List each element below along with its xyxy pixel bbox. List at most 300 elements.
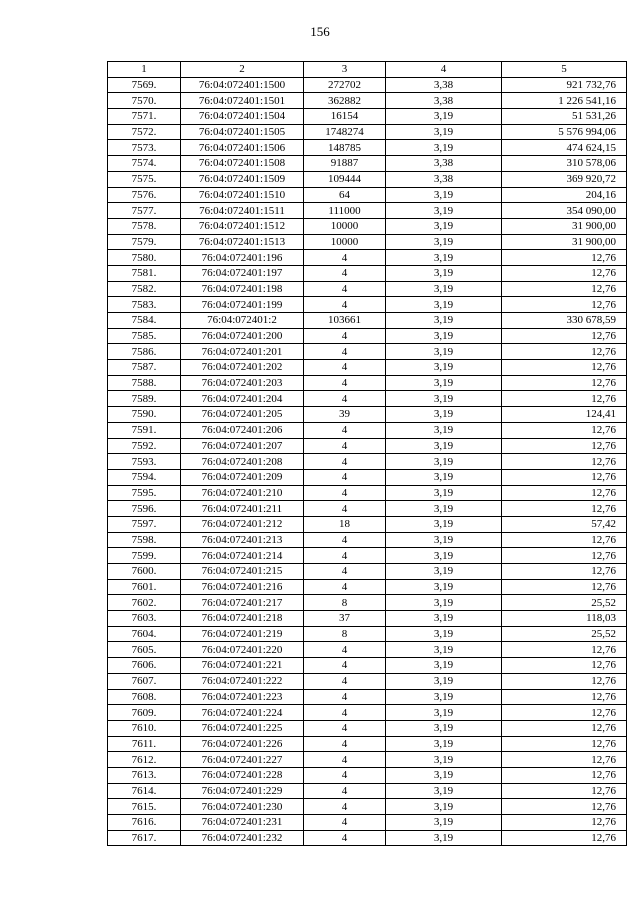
amount-cell: 12,76 (502, 360, 627, 376)
rate-cell: 3,19 (386, 815, 502, 831)
area-cell: 4 (304, 799, 386, 815)
cadastral-number-cell: 76:04:072401:216 (181, 579, 304, 595)
column-header: 2 (181, 62, 304, 78)
cadastral-number-cell: 76:04:072401:230 (181, 799, 304, 815)
rate-cell: 3,19 (386, 140, 502, 156)
rate-cell: 3,19 (386, 830, 502, 846)
rate-cell: 3,19 (386, 250, 502, 266)
amount-cell: 310 578,06 (502, 156, 627, 172)
cadastral-number-cell: 76:04:072401:196 (181, 250, 304, 266)
table-row (108, 454, 627, 470)
rate-cell: 3,19 (386, 391, 502, 407)
area-cell: 18 (304, 516, 386, 532)
amount-cell: 12,76 (502, 548, 627, 564)
row-number-cell: 7608. (108, 689, 181, 705)
row-number-cell: 7610. (108, 720, 181, 736)
cadastral-number-cell: 76:04:072401:223 (181, 689, 304, 705)
table-row (108, 532, 627, 548)
area-cell: 4 (304, 564, 386, 580)
row-number-cell: 7611. (108, 736, 181, 752)
table-row (108, 516, 627, 532)
area-cell: 111000 (304, 203, 386, 219)
amount-cell: 12,76 (502, 532, 627, 548)
area-cell: 64 (304, 187, 386, 203)
amount-cell: 31 900,00 (502, 218, 627, 234)
cadastral-number-cell: 76:04:072401:207 (181, 438, 304, 454)
table-row (108, 485, 627, 501)
amount-cell: 12,76 (502, 250, 627, 266)
cadastral-number-cell: 76:04:072401:226 (181, 736, 304, 752)
amount-cell: 12,76 (502, 297, 627, 313)
row-number-cell: 7588. (108, 375, 181, 391)
area-cell: 103661 (304, 313, 386, 329)
row-number-cell: 7614. (108, 783, 181, 799)
area-cell: 4 (304, 265, 386, 281)
cadastral-number-cell: 76:04:072401:1501 (181, 93, 304, 109)
table-row (108, 720, 627, 736)
area-cell: 4 (304, 328, 386, 344)
amount-cell: 921 732,76 (502, 77, 627, 93)
area-cell: 4 (304, 501, 386, 517)
row-number-cell: 7602. (108, 595, 181, 611)
row-number-cell: 7616. (108, 815, 181, 831)
rate-cell: 3,19 (386, 297, 502, 313)
area-cell: 16154 (304, 109, 386, 125)
page-number: 156 (310, 24, 330, 39)
rate-cell: 3,19 (386, 265, 502, 281)
rate-cell: 3,19 (386, 532, 502, 548)
table-header (108, 62, 627, 78)
area-cell: 39 (304, 407, 386, 423)
amount-cell: 51 531,26 (502, 109, 627, 125)
row-number-cell: 7606. (108, 658, 181, 674)
area-cell: 4 (304, 736, 386, 752)
rate-cell: 3,19 (386, 234, 502, 250)
rate-cell: 3,19 (386, 485, 502, 501)
rate-cell: 3,19 (386, 752, 502, 768)
row-number-cell: 7603. (108, 611, 181, 627)
area-cell: 4 (304, 658, 386, 674)
cadastral-number-cell: 76:04:072401:209 (181, 469, 304, 485)
cadastral-number-cell: 76:04:072401:211 (181, 501, 304, 517)
cadastral-number-cell: 76:04:072401:1509 (181, 171, 304, 187)
cadastral-number-cell: 76:04:072401:200 (181, 328, 304, 344)
table-row (108, 407, 627, 423)
table-row (108, 626, 627, 642)
area-cell: 4 (304, 297, 386, 313)
table-row (108, 375, 627, 391)
table-row (108, 469, 627, 485)
area-cell: 4 (304, 344, 386, 360)
amount-cell: 12,76 (502, 673, 627, 689)
cadastral-number-cell: 76:04:072401:197 (181, 265, 304, 281)
amount-cell: 12,76 (502, 752, 627, 768)
area-cell: 4 (304, 720, 386, 736)
cadastral-number-cell: 76:04:072401:208 (181, 454, 304, 470)
cadastral-number-cell: 76:04:072401:222 (181, 673, 304, 689)
area-cell: 4 (304, 548, 386, 564)
area-cell: 4 (304, 767, 386, 783)
row-number-cell: 7592. (108, 438, 181, 454)
table-row (108, 736, 627, 752)
amount-cell: 12,76 (502, 799, 627, 815)
rate-cell: 3,19 (386, 124, 502, 140)
area-cell: 272702 (304, 77, 386, 93)
amount-cell: 12,76 (502, 422, 627, 438)
table-row (108, 767, 627, 783)
cadastral-number-cell: 76:04:072401:206 (181, 422, 304, 438)
table-row (108, 689, 627, 705)
table-row (108, 234, 627, 250)
rate-cell: 3,19 (386, 564, 502, 580)
rate-cell: 3,19 (386, 469, 502, 485)
rate-cell: 3,19 (386, 422, 502, 438)
amount-cell: 12,76 (502, 720, 627, 736)
row-number-cell: 7607. (108, 673, 181, 689)
row-number-cell: 7576. (108, 187, 181, 203)
cadastral-number-cell: 76:04:072401:205 (181, 407, 304, 423)
cadastral-number-cell: 76:04:072401:1506 (181, 140, 304, 156)
table-row (108, 250, 627, 266)
row-number-cell: 7596. (108, 501, 181, 517)
rate-cell: 3,19 (386, 281, 502, 297)
rate-cell: 3,19 (386, 313, 502, 329)
cadastral-number-cell: 76:04:072401:212 (181, 516, 304, 532)
row-number-cell: 7579. (108, 234, 181, 250)
row-number-cell: 7577. (108, 203, 181, 219)
rate-cell: 3,19 (386, 109, 502, 125)
table-row (108, 564, 627, 580)
header-row (108, 62, 627, 78)
column-header: 3 (304, 62, 386, 78)
cadastral-number-cell: 76:04:072401:221 (181, 658, 304, 674)
table-row (108, 297, 627, 313)
cadastral-number-cell: 76:04:072401:210 (181, 485, 304, 501)
area-cell: 4 (304, 783, 386, 799)
table-row (108, 579, 627, 595)
table-row (108, 124, 627, 140)
rate-cell: 3,19 (386, 548, 502, 564)
amount-cell: 12,76 (502, 501, 627, 517)
cadastral-number-cell: 76:04:072401:1504 (181, 109, 304, 125)
row-number-cell: 7599. (108, 548, 181, 564)
row-number-cell: 7573. (108, 140, 181, 156)
cadastral-number-cell: 76:04:072401:224 (181, 705, 304, 721)
cadastral-number-cell: 76:04:072401:229 (181, 783, 304, 799)
cadastral-number-cell: 76:04:072401:1512 (181, 218, 304, 234)
cadastral-number-cell: 76:04:072401:213 (181, 532, 304, 548)
amount-cell: 12,76 (502, 438, 627, 454)
row-number-cell: 7597. (108, 516, 181, 532)
amount-cell: 12,76 (502, 783, 627, 799)
table-row (108, 422, 627, 438)
table-row (108, 799, 627, 815)
table-row (108, 93, 627, 109)
amount-cell: 12,76 (502, 454, 627, 470)
area-cell: 4 (304, 360, 386, 376)
rate-cell: 3,19 (386, 516, 502, 532)
table-row (108, 171, 627, 187)
cadastral-number-cell: 76:04:072401:227 (181, 752, 304, 768)
rate-cell: 3,19 (386, 344, 502, 360)
amount-cell: 12,76 (502, 658, 627, 674)
rate-cell: 3,19 (386, 673, 502, 689)
amount-cell: 12,76 (502, 328, 627, 344)
row-number-cell: 7609. (108, 705, 181, 721)
amount-cell: 12,76 (502, 830, 627, 846)
amount-cell: 12,76 (502, 564, 627, 580)
area-cell: 4 (304, 830, 386, 846)
area-cell: 4 (304, 375, 386, 391)
area-cell: 91887 (304, 156, 386, 172)
row-number-cell: 7586. (108, 344, 181, 360)
amount-cell: 31 900,00 (502, 234, 627, 250)
row-number-cell: 7604. (108, 626, 181, 642)
amount-cell: 369 920,72 (502, 171, 627, 187)
amount-cell: 12,76 (502, 736, 627, 752)
rate-cell: 3,19 (386, 767, 502, 783)
row-number-cell: 7582. (108, 281, 181, 297)
table-row (108, 77, 627, 93)
rate-cell: 3,19 (386, 579, 502, 595)
area-cell: 4 (304, 281, 386, 297)
amount-cell: 204,16 (502, 187, 627, 203)
rate-cell: 3,19 (386, 736, 502, 752)
row-number-cell: 7601. (108, 579, 181, 595)
row-number-cell: 7617. (108, 830, 181, 846)
amount-cell: 12,76 (502, 579, 627, 595)
area-cell: 4 (304, 705, 386, 721)
rate-cell: 3,38 (386, 171, 502, 187)
rate-cell: 3,19 (386, 658, 502, 674)
area-cell: 4 (304, 469, 386, 485)
rate-cell: 3,19 (386, 799, 502, 815)
cadastral-number-cell: 76:04:072401:1513 (181, 234, 304, 250)
cadastral-number-cell: 76:04:072401:215 (181, 564, 304, 580)
cadastral-number-cell: 76:04:072401:1510 (181, 187, 304, 203)
row-number-cell: 7583. (108, 297, 181, 313)
table-row (108, 658, 627, 674)
table-row (108, 391, 627, 407)
area-cell: 1748274 (304, 124, 386, 140)
cadastral-number-cell: 76:04:072401:202 (181, 360, 304, 376)
row-number-cell: 7581. (108, 265, 181, 281)
table-row (108, 265, 627, 281)
table-row (108, 438, 627, 454)
table-row (108, 328, 627, 344)
rate-cell: 3,19 (386, 454, 502, 470)
rate-cell: 3,38 (386, 156, 502, 172)
amount-cell: 12,76 (502, 265, 627, 281)
row-number-cell: 7600. (108, 564, 181, 580)
column-header: 4 (386, 62, 502, 78)
cadastral-number-cell: 76:04:072401:1505 (181, 124, 304, 140)
row-number-cell: 7578. (108, 218, 181, 234)
table-row (108, 673, 627, 689)
table-row (108, 140, 627, 156)
amount-cell: 474 624,15 (502, 140, 627, 156)
row-number-cell: 7593. (108, 454, 181, 470)
row-number-cell: 7591. (108, 422, 181, 438)
cadastral-number-cell: 76:04:072401:219 (181, 626, 304, 642)
cadastral-number-cell: 76:04:072401:203 (181, 375, 304, 391)
rate-cell: 3,19 (386, 689, 502, 705)
cadastral-number-cell: 76:04:072401:228 (181, 767, 304, 783)
table-row (108, 815, 627, 831)
data-table (107, 61, 627, 846)
cadastral-number-cell: 76:04:072401:231 (181, 815, 304, 831)
amount-cell: 12,76 (502, 344, 627, 360)
table-row (108, 360, 627, 376)
area-cell: 10000 (304, 234, 386, 250)
cadastral-number-cell: 76:04:072401:214 (181, 548, 304, 564)
row-number-cell: 7574. (108, 156, 181, 172)
cadastral-number-cell: 76:04:072401:2 (181, 313, 304, 329)
cadastral-number-cell: 76:04:072401:199 (181, 297, 304, 313)
area-cell: 4 (304, 752, 386, 768)
table-row (108, 203, 627, 219)
row-number-cell: 7615. (108, 799, 181, 815)
rate-cell: 3,19 (386, 438, 502, 454)
area-cell: 4 (304, 689, 386, 705)
table-row (108, 611, 627, 627)
column-header: 1 (108, 62, 181, 78)
rate-cell: 3,38 (386, 77, 502, 93)
row-number-cell: 7572. (108, 124, 181, 140)
area-cell: 148785 (304, 140, 386, 156)
rate-cell: 3,19 (386, 642, 502, 658)
row-number-cell: 7612. (108, 752, 181, 768)
area-cell: 8 (304, 626, 386, 642)
cadastral-number-cell: 76:04:072401:1508 (181, 156, 304, 172)
row-number-cell: 7613. (108, 767, 181, 783)
cadastral-number-cell: 76:04:072401:218 (181, 611, 304, 627)
row-number-cell: 7575. (108, 171, 181, 187)
amount-cell: 330 678,59 (502, 313, 627, 329)
rate-cell: 3,19 (386, 783, 502, 799)
area-cell: 109444 (304, 171, 386, 187)
rate-cell: 3,19 (386, 626, 502, 642)
amount-cell: 12,76 (502, 469, 627, 485)
cadastral-number-cell: 76:04:072401:225 (181, 720, 304, 736)
row-number-cell: 7571. (108, 109, 181, 125)
table-row (108, 830, 627, 846)
table-row (108, 705, 627, 721)
amount-cell: 12,76 (502, 705, 627, 721)
table-row (108, 548, 627, 564)
area-cell: 4 (304, 422, 386, 438)
table-row (108, 281, 627, 297)
cadastral-number-cell: 76:04:072401:201 (181, 344, 304, 360)
cadastral-number-cell: 76:04:072401:232 (181, 830, 304, 846)
amount-cell: 12,76 (502, 689, 627, 705)
row-number-cell: 7590. (108, 407, 181, 423)
row-number-cell: 7589. (108, 391, 181, 407)
row-number-cell: 7585. (108, 328, 181, 344)
row-number-cell: 7570. (108, 93, 181, 109)
area-cell: 4 (304, 391, 386, 407)
amount-cell: 12,76 (502, 375, 627, 391)
cadastral-number-cell: 76:04:072401:204 (181, 391, 304, 407)
table-row (108, 313, 627, 329)
row-number-cell: 7595. (108, 485, 181, 501)
row-number-cell: 7594. (108, 469, 181, 485)
area-cell: 362882 (304, 93, 386, 109)
rate-cell: 3,19 (386, 187, 502, 203)
table-row (108, 344, 627, 360)
rate-cell: 3,19 (386, 720, 502, 736)
amount-cell: 12,76 (502, 485, 627, 501)
rate-cell: 3,19 (386, 360, 502, 376)
row-number-cell: 7605. (108, 642, 181, 658)
rate-cell: 3,19 (386, 328, 502, 344)
table-body (108, 77, 627, 846)
amount-cell: 1 226 541,16 (502, 93, 627, 109)
amount-cell: 12,76 (502, 815, 627, 831)
area-cell: 4 (304, 485, 386, 501)
rate-cell: 3,19 (386, 595, 502, 611)
table-row (108, 783, 627, 799)
rate-cell: 3,38 (386, 93, 502, 109)
amount-cell: 25,52 (502, 595, 627, 611)
amount-cell: 12,76 (502, 391, 627, 407)
area-cell: 4 (304, 579, 386, 595)
table-row (108, 501, 627, 517)
table-row (108, 187, 627, 203)
area-cell: 4 (304, 815, 386, 831)
cadastral-number-cell: 76:04:072401:1500 (181, 77, 304, 93)
area-cell: 4 (304, 438, 386, 454)
rate-cell: 3,19 (386, 203, 502, 219)
rate-cell: 3,19 (386, 407, 502, 423)
area-cell: 4 (304, 532, 386, 548)
rate-cell: 3,19 (386, 705, 502, 721)
area-cell: 4 (304, 642, 386, 658)
amount-cell: 25,52 (502, 626, 627, 642)
rate-cell: 3,19 (386, 611, 502, 627)
cadastral-number-cell: 76:04:072401:220 (181, 642, 304, 658)
amount-cell: 5 576 994,06 (502, 124, 627, 140)
area-cell: 4 (304, 250, 386, 266)
table-row (108, 752, 627, 768)
table-row (108, 156, 627, 172)
rate-cell: 3,19 (386, 375, 502, 391)
amount-cell: 118,03 (502, 611, 627, 627)
amount-cell: 12,76 (502, 281, 627, 297)
row-number-cell: 7580. (108, 250, 181, 266)
table-row (108, 642, 627, 658)
rate-cell: 3,19 (386, 218, 502, 234)
row-number-cell: 7584. (108, 313, 181, 329)
table-row (108, 595, 627, 611)
area-cell: 8 (304, 595, 386, 611)
row-number-cell: 7569. (108, 77, 181, 93)
area-cell: 4 (304, 454, 386, 470)
amount-cell: 12,76 (502, 767, 627, 783)
cadastral-number-cell: 76:04:072401:198 (181, 281, 304, 297)
amount-cell: 124,41 (502, 407, 627, 423)
rate-cell: 3,19 (386, 501, 502, 517)
column-header: 5 (502, 62, 627, 78)
amount-cell: 57,42 (502, 516, 627, 532)
table-row (108, 218, 627, 234)
area-cell: 37 (304, 611, 386, 627)
table-row (108, 109, 627, 125)
amount-cell: 12,76 (502, 642, 627, 658)
row-number-cell: 7598. (108, 532, 181, 548)
amount-cell: 354 090,00 (502, 203, 627, 219)
cadastral-number-cell: 76:04:072401:217 (181, 595, 304, 611)
